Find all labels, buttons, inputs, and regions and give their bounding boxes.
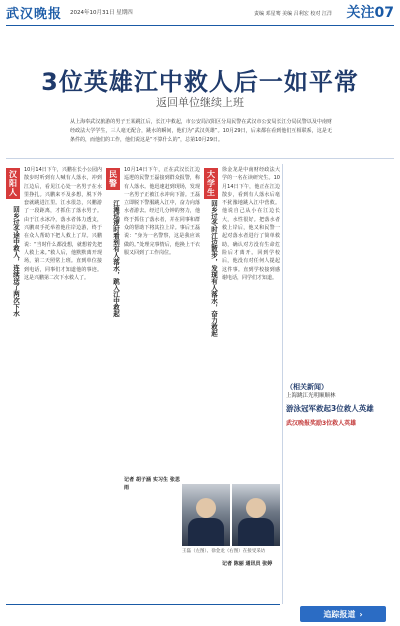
column3-tag-label: 大学生 — [207, 170, 215, 197]
chevron-right-icon: › — [359, 609, 363, 619]
sidebar-headline-2: 游泳冠军救起3位救人英雄 — [286, 404, 374, 413]
column3-tag — [204, 168, 218, 199]
newspaper-logo: 武汉晚报 — [6, 7, 63, 22]
sidebar-headline-1: 上海跳江光明顺顺林 — [286, 393, 336, 399]
section-title: 关注07 — [346, 5, 394, 21]
photo-caption: 王磊（左图）、徐金龙（右图）在接受采访 — [182, 549, 266, 554]
sub-headline: 返回单位继续上班 — [156, 96, 244, 109]
masthead-divider — [6, 25, 394, 26]
headline-divider — [6, 158, 394, 159]
column2-vertical-title: 江滩巡逻时看到有人落水，跳入江中救起 — [112, 200, 120, 317]
column1-body: 10月14日下午，兴鹏在长小公园内散步时听到有人喊有人落水，冲到江边后，看见江心处一名男子在水里挣扎。兴鹏来不及多想，脱下外套就跳进江里。江水很急，兴鹏游了一段距离，才抓住了落水男子。由于江水冰冷，落水者体力透支，兴鹏双手托举着他往岸边游，终于在众人帮助下把人救上了岸。兴鹏说：“当时什么都没想，就想着先把人救上来。”救人后，他默默离开现场，第二天照常上班。直到单位接到电话，同事们才知道他的事迹。这是兴鹏第二次下水救人了。 — [24, 167, 102, 281]
masthead — [6, 3, 394, 25]
dateline: 2024年10月31日 星期四 — [70, 10, 133, 16]
main-headline: 3位英雄江中救人后一如平常 — [41, 68, 359, 96]
person-clothes — [238, 518, 274, 546]
person-head — [246, 498, 266, 518]
column3-byline: 记者 陈丽 通讯员 张婷 — [222, 561, 273, 567]
column2-byline: 记者 胡子涵 实习生 张思雨 — [124, 477, 180, 492]
column3-body: 徐金龙是中南财经政法大学的一名在读研究生。10月14日下午，他正在江边散步，看到有人落水后毫不犹豫地跳入江中营救。他说自己从小在江边长大，水性很好。把落水者救上岸后，他又和民警一起对落水者进行了简单救助，确认对方没有生命危险后才离开。回到学校后，他没有对任何人提起这件事。直到学校接到感谢电话，同学们才知道。 — [222, 167, 280, 281]
editor-credits: 责编 邓星骞 美编 吕利宏 校对 江洋 — [254, 11, 332, 17]
person-uniform — [188, 518, 224, 546]
follow-up-label: 追踪报道 — [323, 609, 356, 619]
column2-tag — [106, 168, 120, 190]
photo-student — [232, 484, 280, 546]
column1-tag — [6, 168, 20, 199]
sidebar-divider — [282, 164, 283, 604]
column1-vertical-title: 回乡过冬途中救人，连续送了两次下水 — [12, 206, 20, 317]
bottom-divider — [6, 604, 280, 605]
column2-body: 10月14日下午，正在武汉长江边巡逻的民警王磊接到群众报警，称有人落水。他迅速赶到现场，发现一名男子正被江水冲向下游。王磊立即脱下警服跳入江中，奋力向落水者游去。经过几分钟的努力，他终于抓住了落水者，并在同事和群众的帮助下将其拉上岸。事后王磊说：“身为一名警察，这是我应该做的。”处理完事情后，他换上干衣服又回到了工作岗位。 — [124, 167, 200, 256]
follow-up-button[interactable] — [300, 606, 386, 622]
lead-paragraph: 从上海奉武汉旅游的男子王某跳江后，长江中救起，市公安局汉阳区分局民警在武汉市公安局长江分局民警以及中南财经政法大学学生，三人毫无配合，跳水的瞬间，他们为“武汉英雄”。10月29日，后来都在看到他们互相联系，这是无条件的，而他们的工作，他们说这是“不算什么的”，总第10月29日。 — [70, 119, 332, 143]
column2-tag-label: 民警 — [109, 170, 117, 188]
sidebar-kicker: （相关新闻） — [286, 383, 328, 391]
sidebar-subheadline: 武汉晚报奖励3位救人英雄 — [286, 420, 357, 427]
person-head — [196, 498, 216, 518]
column1-tag-label: 汉阳人 — [9, 170, 17, 197]
photo-police-officer — [182, 484, 230, 546]
column3-vertical-title: 回乡过冬时江边散步，发现有人落水，奋力救起 — [210, 200, 218, 337]
